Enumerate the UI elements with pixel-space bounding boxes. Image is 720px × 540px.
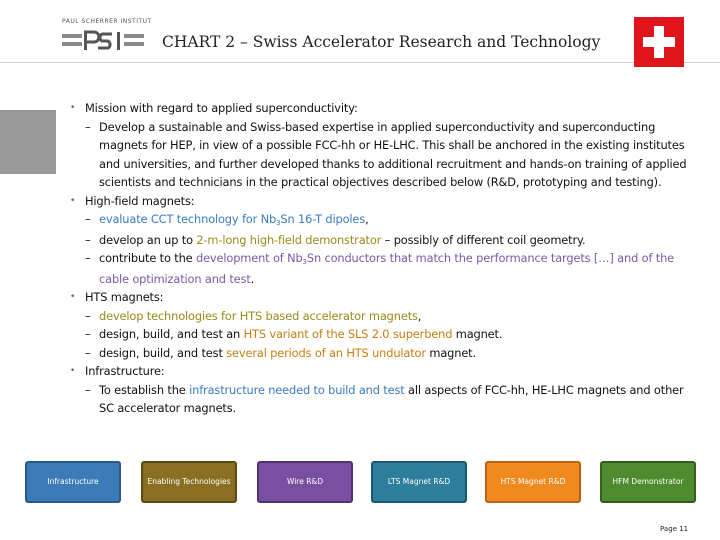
sub-bullet: – design, build, and test an HTS variant of the SLS 2.0 superbend magnet.	[85, 327, 503, 341]
sub-bullet: – To establish the infrastructure needed to build and test all aspects of FCC-hh, HE-LHC magnets and other SC accelerator magnets.	[85, 382, 684, 415]
header-divider	[0, 62, 720, 63]
page-number: Page 11	[660, 525, 689, 533]
sub-bullet: – evaluate CCT technology for $Nb_3Sn$ 16-T dipoles,	[85, 212, 369, 227]
bullet-hts: • HTS magnets:	[68, 288, 698, 307]
sub-bullet: – Develop a sustainable and Swiss-based expertise in applied superconductivity and superconducting magnets for HEP, in view of a possible FCC-hh or HE-LHC. This shall be anchored in the existing institutes and universities, and further developed thanks to additional recruitment and hands-on training of applied scientists and technicians in the practical objectives described below (R&D, prototyping and testing).	[85, 119, 687, 189]
logo-text: PAUL SCHERRER INSTITUT	[62, 18, 152, 25]
sub-bullet: – develop an up to 2-m-long high-field demonstrator – possibly of different coil geometry.	[85, 232, 586, 247]
page-title: CHART 2 – Swiss Accelerator Research and Technology	[162, 33, 601, 51]
lts-magnet-rd-button[interactable]: LTS Magnet R&D	[371, 461, 467, 503]
bullet-high-field: • High-field magnets:	[68, 192, 698, 211]
enabling-technologies-button[interactable]: Enabling Technologies	[141, 461, 237, 503]
bullet-infrastructure: • Infrastructure:	[68, 362, 698, 381]
swiss-flag-icon	[634, 17, 684, 67]
hts-magnet-rd-button[interactable]: HTS Magnet R&D	[485, 461, 581, 503]
sub-bullet: – contribute to the development of $Nb_3Sn$ conductors that match the performance targets […] and of the cable optimization and test.	[85, 251, 675, 286]
infrastructure-button[interactable]: Infrastructure	[25, 461, 121, 503]
psi-logo-mark	[62, 30, 144, 52]
bullet-mission: • Mission with regard to applied superconductivity:	[68, 99, 698, 118]
psi-logo	[62, 18, 152, 54]
sub-bullet: – develop technologies for HTS based accelerator magnets,	[85, 308, 422, 323]
side-decoration	[0, 110, 56, 174]
sub-bullet: – design, build, and test several periods of an HTS undulator magnet.	[85, 345, 476, 360]
wire-rd-button[interactable]: Wire R&D	[257, 461, 353, 503]
main-content	[68, 99, 698, 418]
hfm-demonstrator-button[interactable]: HFM Demonstrator	[600, 461, 696, 503]
